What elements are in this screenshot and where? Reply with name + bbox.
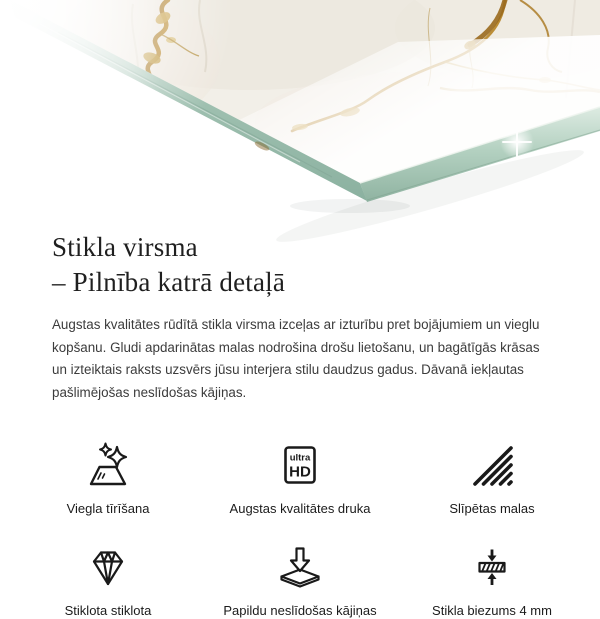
description-section — [0, 215, 600, 404]
product-hero-image — [0, 0, 600, 215]
feature-label: Stikla biezums 4 mm — [432, 603, 552, 618]
feature-label: Slīpētas malas — [449, 501, 535, 516]
title-line-1: Stikla virsma — [52, 232, 198, 262]
sparkle-surface-icon — [84, 437, 132, 489]
svg-text:HD: HD — [289, 463, 311, 481]
feature-label: Papildu neslīdošas kājiņas — [223, 603, 377, 618]
page-title — [52, 230, 556, 300]
feature-easy-cleaning — [12, 437, 204, 517]
feature-glazed — [12, 539, 204, 619]
feature-label: Viegla tīrīšana — [66, 501, 150, 516]
svg-text:ultra: ultra — [289, 452, 311, 464]
non-slip-feet-icon — [276, 539, 324, 591]
feature-label: Augstas kvalitātes druka — [229, 501, 371, 516]
beveled-edges-icon — [468, 437, 516, 489]
feature-grid — [12, 437, 588, 619]
title-line-2: – Pilnība katrā detaļā — [52, 267, 286, 297]
feature-print-quality — [204, 437, 396, 517]
product-description: Augstas kvalitātes rūdītā stikla virsma izceļas ar izturību pret bojājumiem un vieglu kopšanu. Gludi apdarinātas malas nodrošina drošu lietošanu, un bagātīgās krāsas un izteiktais raksts uzsvērs jūsu interjera stilu daudzus gadus. Dāvanā iekļautas pašlimējošas neslīdošas kājiņas. — [52, 317, 540, 400]
diamond-icon — [84, 539, 132, 591]
feature-non-slip-feet — [204, 539, 396, 619]
feature-glass-thickness — [396, 539, 588, 619]
ultra-hd-icon — [276, 437, 324, 489]
feature-label: Stiklota stiklota — [64, 603, 152, 618]
feature-polished-edges — [396, 437, 588, 517]
glass-thickness-icon — [468, 539, 516, 591]
